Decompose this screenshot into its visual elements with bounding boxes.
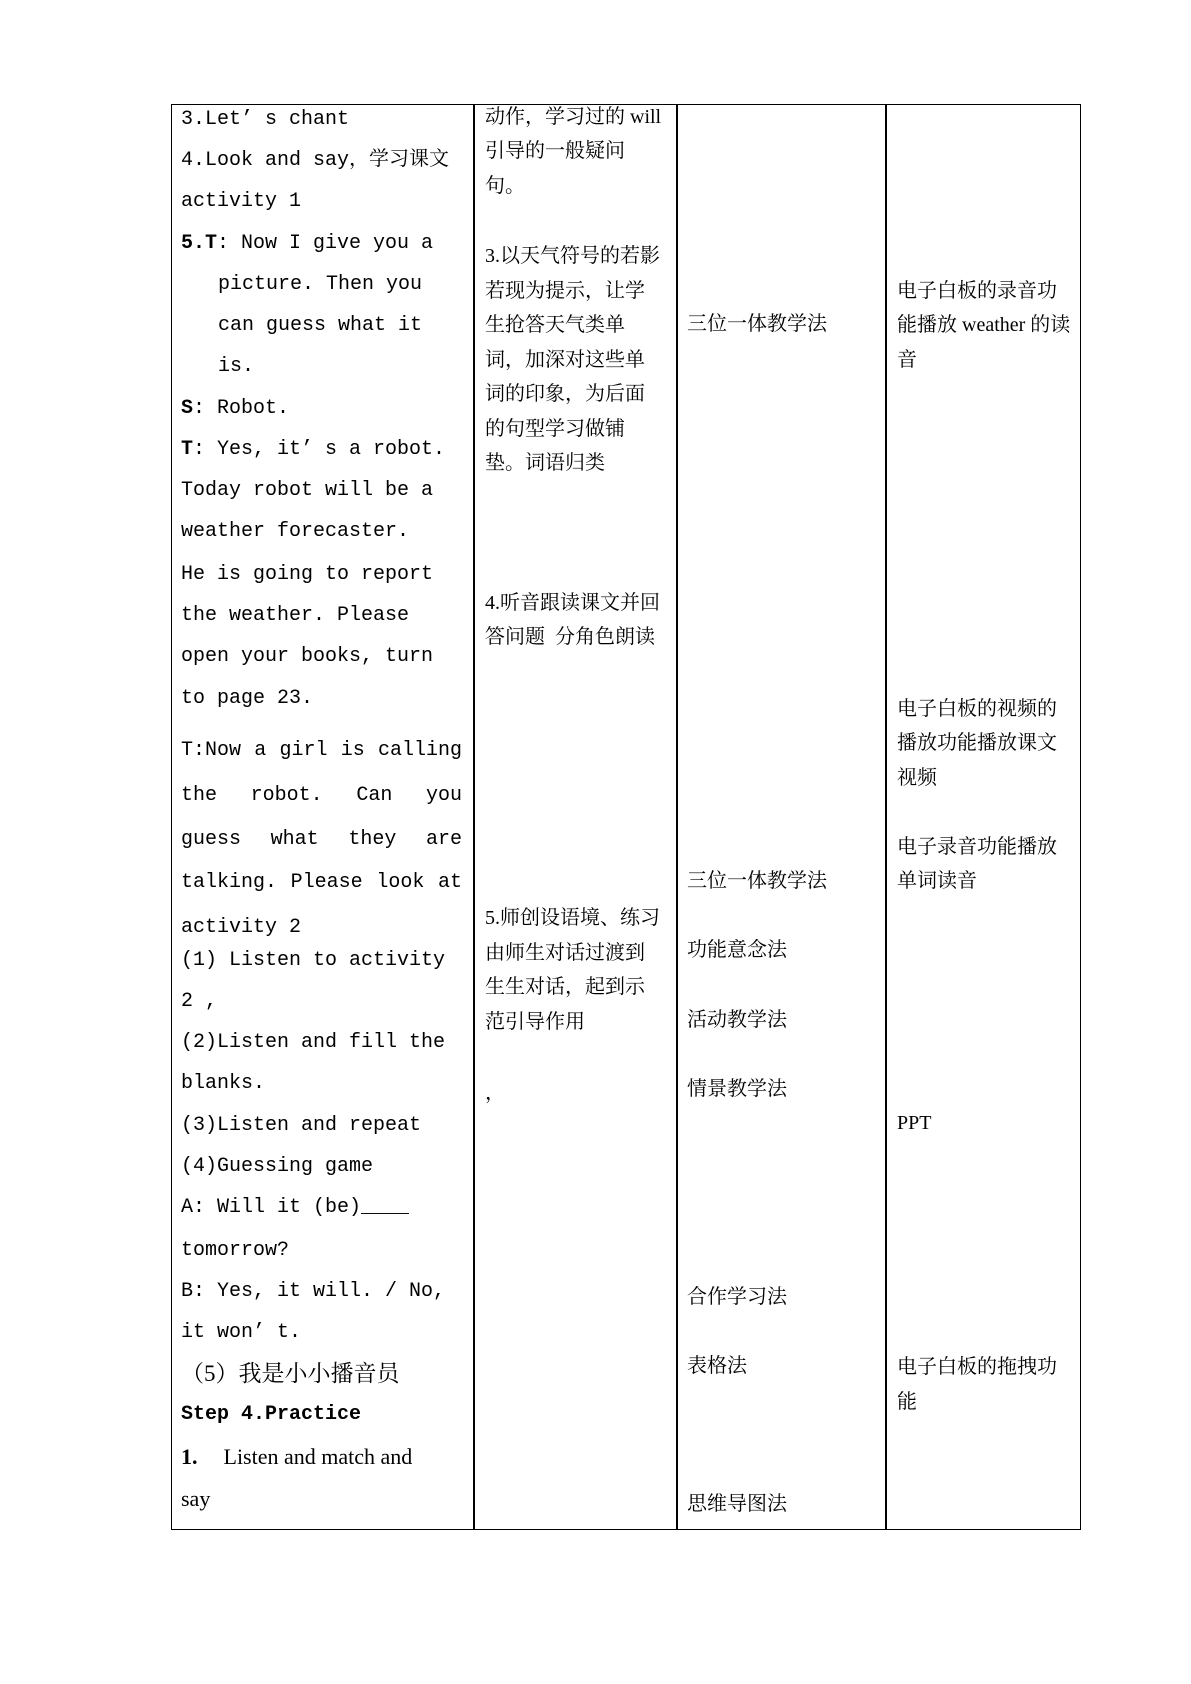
activity-line: say [181,1486,211,1511]
activity-line: (3)Listen and repeat [181,1114,422,1137]
activity-line: （5）我是小小播音员 [181,1361,400,1386]
intent-line: 的句型学习做铺 [485,418,625,440]
media-line: 电子录音功能播放 [897,836,1057,858]
intent-line: 词，加深对这些单 [485,349,645,371]
speaker-label: T [181,438,194,461]
intent-line: 词的印象，为后面 [485,383,645,405]
intent-line: 垫。词语归类 [485,452,605,474]
intent-line: 由师生对话过渡到 [485,942,645,964]
method-line: 表格法 [687,1355,747,1377]
media-line: 单词读音 [897,870,977,892]
method-line: 合作学习法 [687,1286,787,1308]
speaker-label: S [181,397,194,420]
method-line: 功能意念法 [687,939,787,961]
intent-line: 5.师创设语境、练习 [485,907,660,929]
activity-line: to page 23. [181,687,314,710]
intent-line: 答问题 分角色朗读 [485,626,655,648]
activity-line [181,231,433,257]
media-line: 视频 [897,767,937,789]
activity-line: Today robot will be a [181,479,434,502]
activity-line: tomorrow? [181,1239,290,1262]
method-line: 三位一体教学法 [687,313,827,335]
activity-line: picture. Then you [218,273,423,296]
activity-text: : Yes, it’ s a robot. [193,438,446,461]
step-label: 5.T [181,232,218,255]
media-line: 电子白板的视频的 [897,698,1057,720]
activity-line: 3.Let’ s chant [181,108,350,131]
activity-line: He is going to report [181,563,434,586]
activity-line: it won’ t. [181,1321,302,1344]
media-line: PPT [897,1112,932,1134]
activity-line: open your books, turn [181,645,434,668]
intent-line: 若现为提示，让学 [485,280,645,302]
activity-line: (4)Guessing game [181,1155,374,1178]
activity-line: A: Will it (be)____ [181,1196,410,1219]
column-divider [676,104,678,1530]
intent-line: 范引导作用 [485,1011,585,1033]
media-line: 播放功能播放课文 [897,732,1057,754]
method-line: 活动教学法 [687,1009,787,1031]
media-line: 音 [897,349,917,371]
media-line: 电子白板的拖拽功 [897,1356,1057,1378]
activity-line: can guess what it [218,314,423,337]
activity-line: blanks. [181,1072,266,1095]
step-number: 1. [181,1444,198,1469]
method-line: 思维导图法 [687,1493,787,1515]
column-divider [885,104,887,1530]
column-divider [473,104,475,1530]
activity-line: activity 2 [181,916,302,939]
activity-line: weather forecaster. [181,520,410,543]
activity-line: T:Now a girl is calling [181,739,462,762]
activity-line [181,396,289,422]
intent-line: 句。 [485,175,525,197]
step-label: Step 4.Practice [181,1403,362,1426]
intent-line: 生生对话，起到示 [485,976,645,998]
intent-line: ， [485,1082,505,1104]
activity-line: guess what they are [181,828,462,851]
activity-line: activity 1 [181,190,302,213]
media-line: 能播放 weather 的读 [897,314,1071,336]
activity-line [181,1444,412,1470]
activity-line: (1) Listen to activity [181,949,446,972]
activity-line: is. [218,355,255,378]
activity-line: 2 , [181,990,218,1013]
activity-line: 4.Look and say，学习课文 [181,149,450,172]
activity-line: the weather. Please [181,604,410,627]
activity-text: : Robot. [193,397,290,420]
activity-text: : Now I give you a [217,232,434,255]
intent-line: 4.听音跟读课文并回 [485,592,660,614]
intent-line: 3.以天气符号的若影 [485,245,660,267]
activity-line [181,437,445,463]
intent-line: 动作，学习过的 will [485,106,662,128]
step-heading [181,1402,361,1428]
method-line: 情景教学法 [687,1078,787,1100]
activity-line: talking. Please look at [181,871,462,894]
activity-line: (2)Listen and fill the [181,1031,446,1054]
method-line: 三位一体教学法 [687,870,827,892]
activity-text: Listen and match and [223,1444,413,1469]
activity-line: the robot. Can you [181,784,462,807]
intent-line: 生抢答天气类单 [485,314,625,336]
activity-line: B: Yes, it will. / No, [181,1280,446,1303]
media-line: 电子白板的录音功 [897,280,1057,302]
media-line: 能 [897,1391,917,1413]
intent-line: 引导的一般疑问 [485,140,625,162]
